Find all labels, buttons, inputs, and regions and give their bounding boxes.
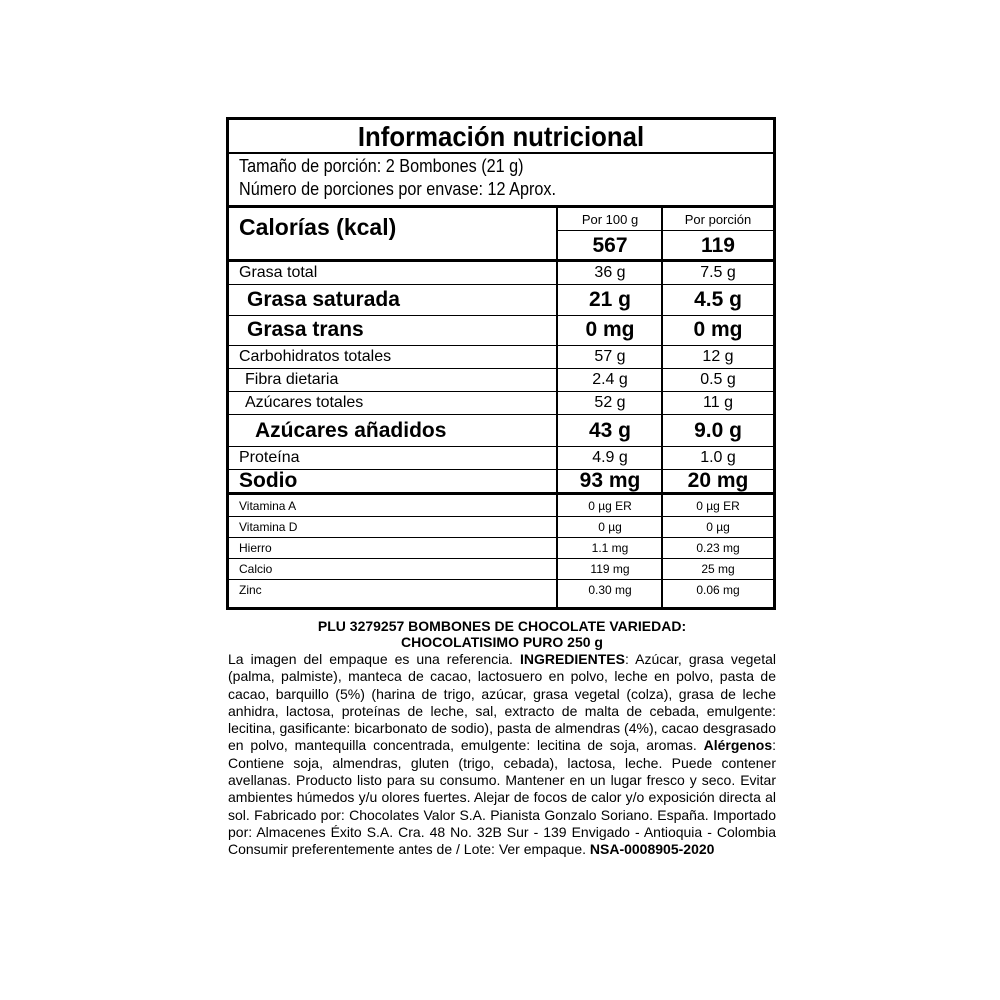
nutrient-per-serving: 0 mg <box>693 318 743 341</box>
nutrient-per-100g: 93 mg <box>579 469 641 492</box>
nutrient-per-100g: 52 g <box>594 394 626 411</box>
micronutrient-per-100g: 0 µg <box>598 520 622 534</box>
nutrient-per-100g: 43 g <box>588 419 632 442</box>
nutrient-row <box>229 346 773 368</box>
nutrient-per-serving: 7.5 g <box>700 264 736 281</box>
nutrient-per-100g: 36 g <box>594 264 626 281</box>
nutrient-per-serving: 1.0 g <box>700 449 736 466</box>
nutrient-name: Grasa trans <box>247 318 364 341</box>
ingredients-intro: La imagen del empaque es una referencia. <box>228 651 520 667</box>
calories-per-100g: 567 <box>592 234 628 257</box>
micronutrient-row <box>229 538 773 558</box>
allergens-heading: Alérgenos <box>703 737 773 754</box>
micronutrient-row <box>229 517 773 537</box>
nutrient-per-100g: 0 mg <box>585 318 635 341</box>
nutrient-row <box>229 285 773 315</box>
nutrient-name: Grasa total <box>239 264 318 281</box>
nutrition-title: Información nutricional <box>357 121 645 152</box>
servings-per-container: Número de porciones por envase: 12 Aprox. <box>239 179 556 199</box>
nutrient-per-serving: 12 g <box>702 348 734 365</box>
calories-label: Calorías (kcal) <box>239 214 397 240</box>
product-name <box>228 618 776 650</box>
calories-per-serving: 119 <box>701 234 735 257</box>
nutrient-name: Sodio <box>239 469 298 492</box>
micronutrient-per-serving: 0 µg <box>706 520 730 534</box>
nutrient-name: Fibra dietaria <box>245 371 339 388</box>
nutrient-per-100g: 4.9 g <box>592 449 628 466</box>
nutrient-row <box>229 369 773 391</box>
nutrient-row <box>229 315 773 345</box>
nutrient-name: Proteína <box>239 449 300 466</box>
micronutrient-name: Vitamina D <box>239 520 298 534</box>
nutrient-per-serving: 4.5 g <box>694 288 742 311</box>
column-header-per-100g: Por 100 g <box>581 212 639 227</box>
divider <box>558 230 773 231</box>
nutrition-facts-table <box>226 117 776 610</box>
micronutrient-per-serving: 25 mg <box>701 562 735 576</box>
micronutrient-per-100g: 0 µg ER <box>588 499 632 513</box>
micronutrient-name: Hierro <box>239 541 272 555</box>
micronutrient-name: Zinc <box>239 583 262 597</box>
nutrient-row <box>229 470 773 492</box>
micronutrient-per-100g: 119 mg <box>590 562 630 576</box>
nutrient-row <box>229 415 773 446</box>
column-header-per-serving: Por porción <box>684 212 752 227</box>
micronutrient-per-100g: 0.30 mg <box>588 583 632 597</box>
micronutrient-row <box>229 580 773 600</box>
allergens-text: : Contiene soja, almendras, gluten (trigo, cebada), lactosa, leche. Puede contener avellanas. Producto listo para su consumo. Mantener en un lugar fresco y seco. Evitar ambientes húmedos y/u olores fuertes. Alejar de focos de calor y/o exposición directa al sol. Fabricado por: Chocolates Valor S.A. Pianista Gonzalo Soriano. España. Importado por: Almacenes Éxito S.A. Cra. 48 No. 32B Sur - 139 Envigado - Antioquia - Colombia Consumir preferentemente antes de / Lote: Ver empaque. <box>228 737 776 858</box>
micronutrient-per-100g: 1.1 mg <box>591 541 629 555</box>
nutrient-per-serving: 9.0 g <box>694 419 742 442</box>
nutrient-name: Azúcares añadidos <box>255 419 447 442</box>
nutrient-row <box>229 262 773 284</box>
nutrient-per-100g: 2.4 g <box>592 371 628 388</box>
micronutrient-per-serving: 0.23 mg <box>696 541 740 555</box>
serving-size: Tamaño de porción: 2 Bombones (21 g) <box>239 156 524 176</box>
micronutrient-per-serving: 0.06 mg <box>696 583 740 597</box>
nutrient-per-100g: 21 g <box>588 288 632 311</box>
nutrient-per-serving: 20 mg <box>687 469 749 492</box>
micronutrient-name: Calcio <box>239 562 273 576</box>
nutrient-row <box>229 447 773 469</box>
ingredients-paragraph <box>228 651 776 859</box>
nutrient-per-serving: 11 g <box>703 394 733 411</box>
product-line-2: CHOCOLATISIMO PURO 250 g <box>401 634 603 650</box>
ingredients-text: : Azúcar, grasa vegetal (palma, palmiste), manteca de cacao, lactosuero en polvo, leche en polvo, pasta de cacao, barquillo (5%) (harina de trigo, azúcar, grasa vegetal (colza), grasa de leche anhidra, lactosa, proteínas de leche, sal, extracto de malta de cebada, emulgente: lecitina, gasificante: bicarbonato de sodio), pasta de almendras (4%), cacao desgrasado en polvo, mantequilla concentrada, emulgente: lecitina de soja, aromas. <box>228 651 777 754</box>
ingredients-heading: INGREDIENTES <box>519 651 625 667</box>
divider <box>229 492 773 495</box>
nutrient-name: Grasa saturada <box>247 288 400 311</box>
micronutrient-row <box>229 496 773 516</box>
micronutrient-name: Vitamina A <box>239 499 297 513</box>
product-line-1: PLU 3279257 BOMBONES DE CHOCOLATE VARIEDAD: <box>317 618 687 634</box>
divider <box>229 205 773 208</box>
nsa-code: NSA-0008905-2020 <box>589 841 715 858</box>
micronutrient-row <box>229 559 773 579</box>
nutrient-row <box>229 392 773 414</box>
micronutrient-per-serving: 0 µg ER <box>696 499 740 513</box>
nutrient-name: Azúcares totales <box>245 394 364 411</box>
nutrient-per-100g: 57 g <box>594 348 626 365</box>
divider <box>229 152 773 154</box>
nutrient-per-serving: 0.5 g <box>700 371 736 388</box>
nutrient-name: Carbohidratos totales <box>239 348 392 365</box>
